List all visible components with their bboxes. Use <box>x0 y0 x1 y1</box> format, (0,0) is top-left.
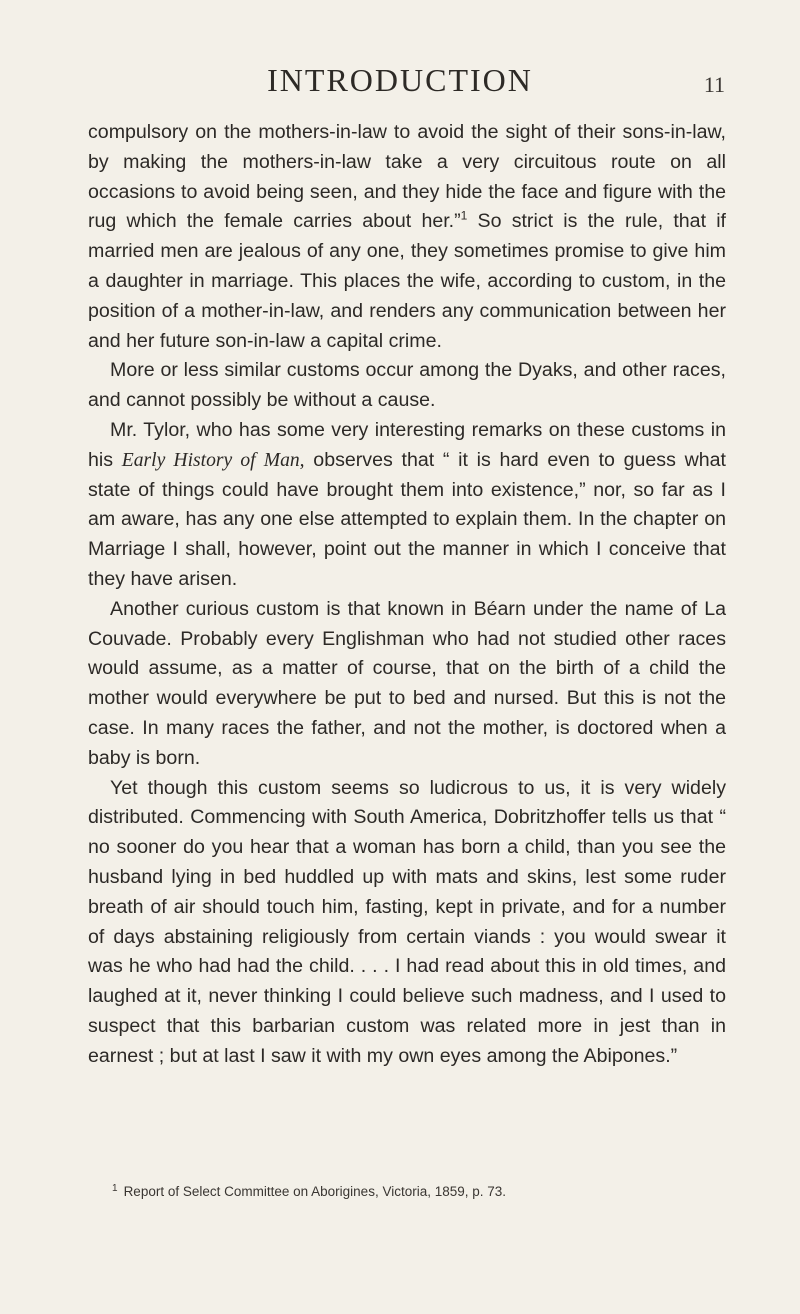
paragraph-3-text-a: Mr. Tylor, who has some very interesting remarks on these customs in his <box>88 418 726 471</box>
running-header <box>0 62 800 102</box>
footnote <box>112 1182 732 1202</box>
paragraph-3 <box>88 416 726 595</box>
footnote-marker: 1 <box>112 1182 118 1194</box>
paragraph-2: More or less similar customs occur among the Dyaks, and other races, and cannot possibly be without a cause. <box>88 359 726 412</box>
paragraph-5: Yet though this custom seems so ludicrous to us, it is very widely distributed. Commencing with South America, Dobritzhoffer tells us that “ no sooner do you hear that a woman has born a child, than you see the husband lying in bed huddled up with mats and skins, lest some ruder breath of air should touch him, fasting, kept in private, and for a number of days abstaining religiously from certain viands : you would swear it was he who had had the child. . . . I had read about this in old times, and laughed at it, never thinking I could believe such madness, and I used to suspect that this barbarian custom was related more in jest than in earnest ; but at last I saw it with my own eyes among the Abipones.” <box>88 776 726 1067</box>
chapter-title: INTRODUCTION <box>267 62 533 98</box>
book-title-italic: Early History of Man, <box>121 449 305 471</box>
body-text <box>88 118 726 1072</box>
footnote-text: Report of Select Committee on Aborigines, Victoria, 1859, p. 73. <box>123 1184 507 1199</box>
page-number: 11 <box>703 72 725 97</box>
paragraph-1-text-a: compulsory on the mothers-in-law to avoid the sight of their sons-in-law, by making the mothers-in-law take a very circuitous route on all occasions to avoid being seen, and they hide the face and figure with the rug which the female carries about her.” <box>88 121 726 233</box>
paragraph-4: Another curious custom is that known in Béarn under the name of La Couvade. Probably every Englishman who had not studied other races would assume, as a matter of course, that on the birth of a child the mother would everywhere be put to bed and nursed. But this is not the case. In many races the father, and not the mother, is doctored when a baby is born. <box>88 597 726 769</box>
paragraph-1 <box>88 118 726 356</box>
footnote-reference: 1 <box>460 208 468 223</box>
paragraph-1-text-b: So strict is the rule, that if married men are jealous of any one, they sometimes promise to give him a daughter in marriage. This places the wife, according to custom, in the position of a mother-in-law, and renders any communication between her and her future son-in-law a capital crime. <box>88 210 726 352</box>
paragraph-3-text-b: observes that “ it is hard even to guess what state of things could have brought them into existence,” nor, so far as I am aware, has any one else attempted to explain them. In the chapter on Marriage I shall, however, point out the manner in which I conceive that they have arisen. <box>88 448 726 590</box>
